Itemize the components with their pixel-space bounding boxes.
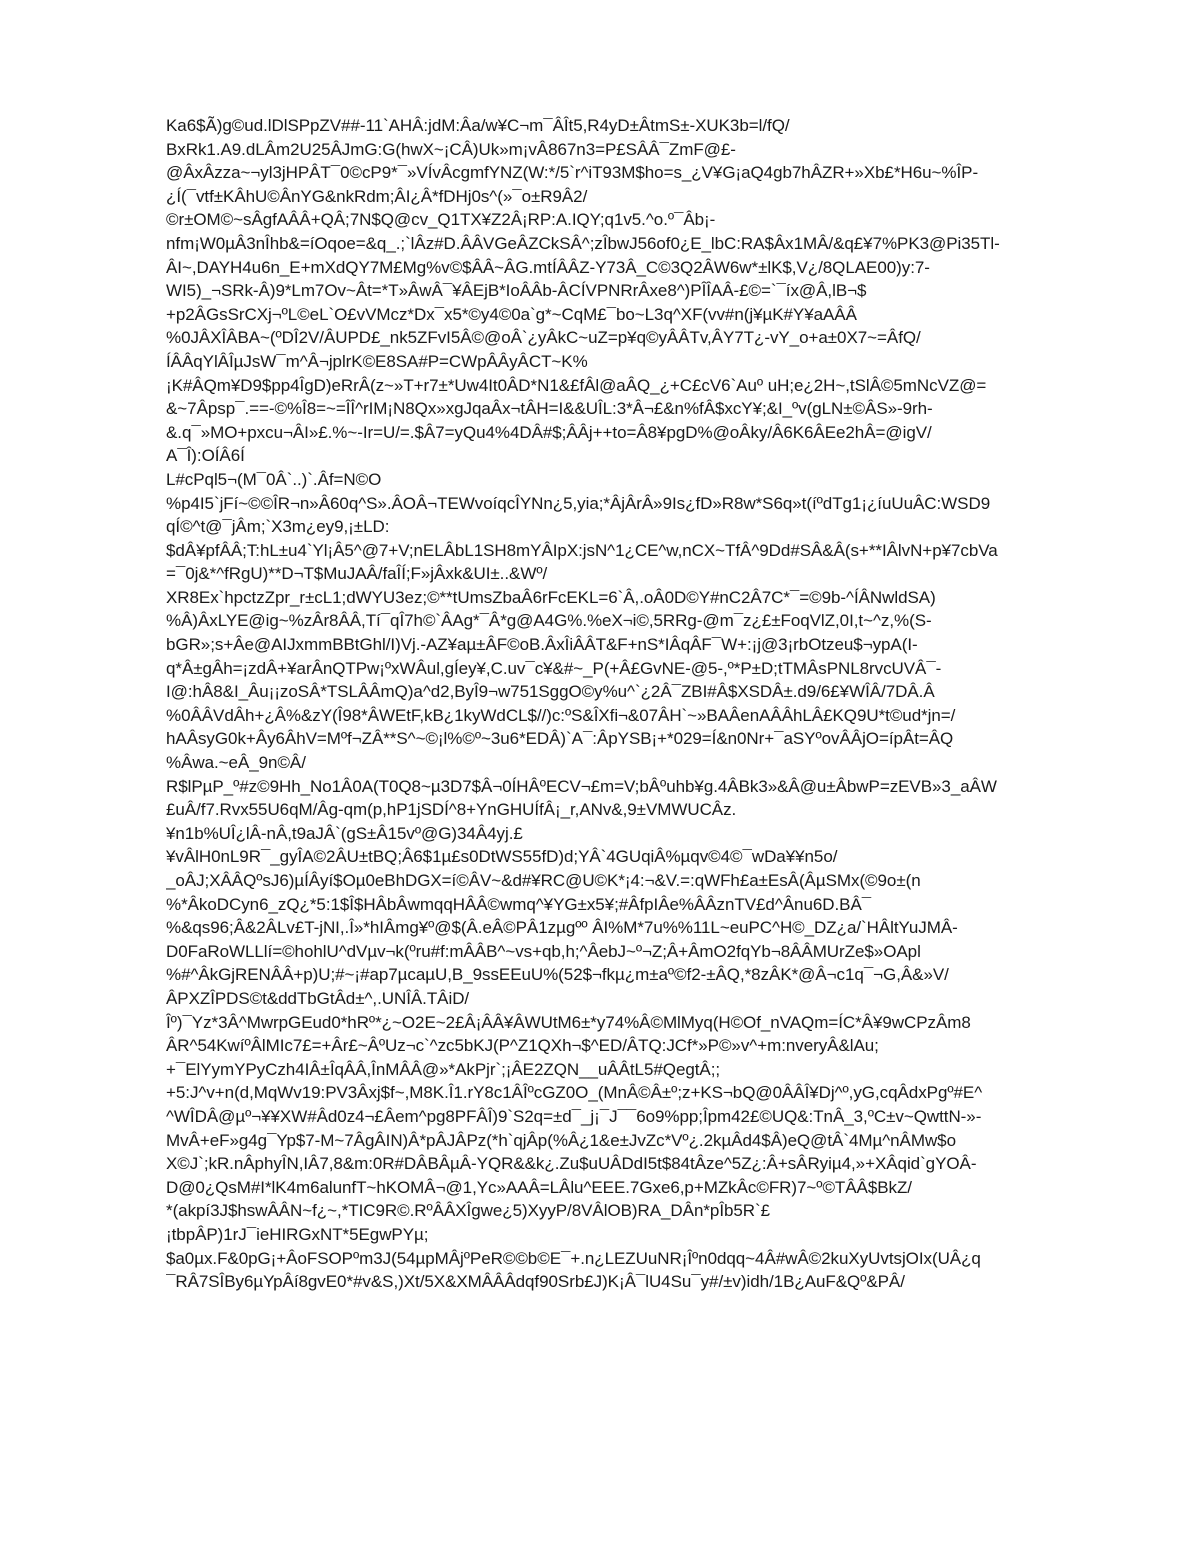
text-line: Îº)¯Yz*3Â^MwrpGEud0*hRº*¿~O2E~2£Â¡ÂÂ¥ÂWUtM6±*y74%Â©MlMyq(H©Of_nVAQm=ÍC*Â¥9wCPzÂm8 xyxy=(166,1012,971,1032)
text-line: nfm¡W0µÂ3nÎhb&=íOqoe=&q_.;`lÂz#D.ÂÂVGeÂZCkSÂ^;zÎbwJ56of0¿E_lbC:RA$Âx1MÂ/&q£¥7%PK3@Pi35Tl- xyxy=(166,233,1000,253)
text-line: D@0¿QsM#I*lK4m6alunfT~hKOMÂ¬@1,Yc»AAÂ=LÂlu^EEE.7Gxe6,p+MZkÂc©FR)7~º©TÂÂ$BkZ/ xyxy=(166,1177,912,1197)
text-line: bGR»;s+Âe@AIJxmmBBtGhl/I)Vj.-AZ¥aµ±ÂF©oB.ÂxÎiÂÂT&F+nS*IÂqÂF¯W+:¡j@3¡rbOtzeu$¬ypA(I- xyxy=(166,635,918,655)
text-line: %0JÂXÎÂBA~(ºDÎ2V/ÂUPD£_nk5ZFvI5Â©@oÂ`¿yÂkC~uZ=p¥q©yÂÂTv,ÂY7T¿-vY_o+a±0X7~=ÂfQ/ xyxy=(166,328,921,348)
text-line: %*ÂkoDCyn6_zQ¿*5:1$Î$HÂbÂwmqqHÂÂ©wmq^¥YG±x5¥;#ÂfpIÂe%ÂÂznTV£d^Ânu6D.BÂ¯ xyxy=(166,894,872,914)
text-line: %&qs96;Â&2ÂLv£T-jNI,.Î»*hIÂmg¥º@$(Â.eÂ©PÂ1zµgºº ÂI%M*7u%%11L~euPC^H©_DZ¿a/`HÂltYuJMÂ- xyxy=(166,918,958,938)
text-line: WI5)_¬SRk-Â)9*Lm7Ov~Ât=*T»ÂwÂ¯¥ÂEjB*IoÂÂb-ÂCÍVPNRrÂxe8^)PÎÎAÂ-£©=`¯íx@Â,lB¬$ xyxy=(166,281,867,301)
text-line: ^WÎDÂ@µº¬¥¥XW#Âd0z4¬£Âem^pg8PFÂÎ)9`S2q=±d¯_j¡¯J¯¯6o9%pp;Îpm42£©UQ&:TnÂ_3,ºC±v~QwttN-»- xyxy=(166,1106,982,1126)
text-line: $a0µx.F&0pG¡+ÂoFSOPºm3J(54µpMÂjºPeR©©b©E¯+.n¿LEZUuNR¡Îºn0dqq~4Â#wÂ©2kuXyUvtsjOIx(UÂ¿q xyxy=(166,1248,981,1268)
text-line: $dÂ¥pfÂÂ;T:hL±u4`Yl¡Â5^@7+V;nELÂbL1SH8mYÂIpX:jsN^1¿CE^w,nCX~TfÂ^9Dd#SÂ&Â(s+**IÂlvN+p¥7cbVa xyxy=(166,540,998,560)
text-line: %#^ÂkGjRENÂÂ+p)U;#~¡#ap7µcaµU,B_9ssEEuU%(52$¬fkµ¿m±aº©f2-±ÂQ,*8zÂK*@Â¬c1q¯¬G,Â&»V/ xyxy=(166,965,949,985)
text-line: D0FaRoWLLlí=©hohlU^dVµv¬k(ºru#f:mÂÂB^~vs+qb,h;^ÂebJ~º¬Z;Â+ÂmO2fqYb¬8ÂÂMUrZe$»OApl xyxy=(166,941,921,961)
text-line: I@:hÂ8&I_Âu¡¡zoSÂ*TSLÂÂmQ)a^d2,ByÎ9¬w751SggO©y%u^`¿2Â¯ZBI#Â$XSDÂ±.d9/6£¥WÎÂ/7DÂ.Â xyxy=(166,682,935,702)
text-line: Ka6$Ã)g©ud.lDlSPpZV##-11`AHÂ:jdM:Âa/w¥C¬m¯ÂÎt5,R4yD±ÂtmS±-XUK3b=l/fQ/ xyxy=(166,116,790,135)
text-line: ¡K#ÂQm¥D9$pp4ÎgD)eRrÂ(z~»T+r7±*Uw4It0ÂD*N1&£fÂl@aÂQ_¿+C£cV6`Auº uH;e¿2H~,tSlÂ©5mNcVZ@= xyxy=(166,375,987,395)
text-line: A¯Î):OÍÂ6Í xyxy=(166,446,245,466)
text-line: *(akpí3J$hswÂÂN~f¿~,*TIC9R©.RºÂÂXÎgwe¿5)XyyP/8VÂlOB)RA_DÂn*pÎb5R`£ xyxy=(166,1201,771,1221)
text-line: +p2ÂGsSrCXj¬ºL©eL`O£vVMcz*Dx¯x5*©y4©0a`g*~CqM£¯bo~L3q^XF(vv#n(j¥µK#Y¥aAÂÂ xyxy=(166,304,857,324)
text-line: ÍÂÂqYlÂÎµJsW¯m^Â¬jplrK©E8SA#P=CWpÂÂyÂCT~K% xyxy=(166,351,588,371)
text-line: +¯ElYymYPyCzh4IÂ±ÎqÂÂ,ÎnMÂÂ@»*AkPjr`;¡ÂE2ZQN__uÂÂtL5#QegtÂ;; xyxy=(166,1059,721,1079)
text-line: ©r±OM©~sÂgfAÂÂ+QÂ;7N$Q@cv_Q1TX¥Z2Â¡RP:A.IQY;q1v5.^o.º¯Âb¡- xyxy=(166,210,716,230)
text-line: £uÂ/f7.Rvx55U6qM/Âg-qm(p,hP1jSDÍ^8+YnGHUÍfÂ¡_r,ANv&,9±VMWUCÂz. xyxy=(166,800,737,820)
text-line: &.q¯»MO+pxcu¬ÂI»£.%~-Ir=U/=.$Â7=yQu4%4DÂ#$;ÂÂj++to=Â8¥pgD%@oÂky/Â6K6ÂEe2hÂ=@igV/ xyxy=(166,422,932,442)
text-line: R$lPµP_º#z©9Hh_No1Â0A(T0Q8~µ3D7$Â¬0ÍHÂºECV¬£m=V;bÂºuhb¥g.4ÂBk3»&Â@u±ÂbwP=zEVB»3_aÂW xyxy=(166,776,997,796)
text-line: MvÂ+eF»g4g¯Yp$7-M~7ÂgÂIN)Â*pÂJÂPz(*h`qjÂp(%Â¿1&e±JvZc*Vº¿.2kµÂd4$Â)eQ@tÂ`4Mµ^nÂMw$o xyxy=(166,1130,956,1150)
text-line: ¥n1b%UÎ¿lÂ-nÂ,t9aJÂ`(gS±Â15vº@G)34Â4yj.£ xyxy=(166,823,523,843)
text-line: hAÂsyG0k+Ây6ÂhV=Mºf¬ZÂ**S^~©¡l%©º~3u6*EDÂ)`A¯:ÂpYSB¡+*029=Í&n0Nr+¯aSYºovÂÂjO=ípÂt=ÂQ xyxy=(166,729,954,749)
text-line: %Â)ÂxLYE@ig~%zÂr8ÂÂ,Tí¯qÎ7h©`ÂAg*¯Â*g@A4G%.%eX¬i©,5RRg-@m¯z¿£±FoqVlZ,0I,t~^z,%(S- xyxy=(166,611,932,631)
text-line: q*Â±gÂh=¡zdÂ+¥arÂnQTPw¡ºxWÂul,gÍey¥,C.uv¯c¥&#~_P(+Â£GvNE-@5-,º*P±D;tTMÂsPNL8rvcUVÂ¯- xyxy=(166,658,942,678)
text-line: %p4I5`jFí~©©ÎR¬n»Â60q^S».ÂOÂ¬TEWvoíqcÎYNn¿5,yia;*ÂjÂrÂ»9Is¿fD»R8w*S6q»t(íºdTg1¡¿íuUuÂC:WSD9 xyxy=(166,493,991,513)
text-line: qÍ©^t@¯jÂm;`X3m¿ey9,¡±LD: xyxy=(166,517,390,537)
text-line: %Âwa.~eÂ_9n©Â/ xyxy=(166,753,306,773)
text-line: %0ÂÂVdÂh+¿Â%&zY(Î98*ÂWEtF,kB¿1kyWdCL$//)c:ºS&ÎXfi¬&07ÂH`~»BAÂenAÂÂhLÂ£KQ9U*t©ud*jn=/ xyxy=(166,705,956,725)
text-line: XR8Ex`hpctzZpr_r±cL1;dWYU3ez;©**tUmsZbaÂ6rFcEKL=6`Â,.oÂ0D©Y#nC2Â7C*¯=©9b-^ÍÂNwldSA) xyxy=(166,587,936,607)
text-line: +5:J^v+n(d,MqWv19:PV3Âxj$f~,M8K.Î1.rY8c1ÂÎºcGZ0O_(MnÂ©Â±º;z+KS¬bQ@0ÂÂÎ¥Dj^º,yG,cqÂdxPgº#E^ xyxy=(166,1083,983,1103)
text-line: @ÂxÂzza~¬yl3jHPÂT¯0©cP9*¯»VÍvÂcgmfYNZ(W:*/5`r^iT93M$ho=s_¿V¥G¡aQ4gb7hÂZR+»Xb£*H6u~%ÎP- xyxy=(166,163,979,183)
text-line: ¯RÂ7SÎBy6µYpÂí8gvE0*#v&S,)Xt/5X&XMÂÂÂdqf90Srb£J)K¡Â¯lU4Su¯y#/±v)idh/1B¿AuF&Qº&PÂ/ xyxy=(166,1272,905,1292)
text-line: ¿Í(¯vtf±KÂhU©ÂnYG&nkRdm;ÂI¿Â*fDHj0s^(»¯o±R9Â2/ xyxy=(166,186,588,206)
text-line: ¥vÂlH0nL9R¯_gyÎA©2ÂU±tBQ;Â6$1µ£s0DtWS55fD)d;YÂ`4GUqiÂ%µqv©4©¯wDa¥¥n5o/ xyxy=(166,847,838,867)
text-line: ¡tbpÂP)1rJ¯ieHIRGxNT*5EgwPYµ; xyxy=(166,1224,429,1244)
garbled-text-body xyxy=(166,114,1136,1294)
text-line: L#cPql5¬(M¯0Â`..)`.Âf=N©O xyxy=(166,469,382,489)
text-line: _oÂJ;XÂÂQºsJ6)µÍÂyí$Oµ0eBhDGX=í©ÂV~&d#¥RC@U©K*¡4:¬&V.=:qWFh£a±EsÂ(ÂµSMx(©9o±(n xyxy=(166,871,921,890)
text-line: ÂI~,DAYH4u6n_E+mXdQY7M£Mg%v©$ÂÂ~ÂG.mtÍÂÂZ-Y73Â_C©3Q2ÂW6w*±lK$,V¿/8QLAE00)y:7- xyxy=(166,257,930,277)
text-line: X©J`;kR.nÂphyÎN,IÂ7,8&m:0R#DÂBÂµÂ-YQR&&k¿.Zu$uUÂDdI5t$84tÂze^5Z¿:Â+sÂRyiµ4,»+XÂqid`gYOÂ- xyxy=(166,1154,977,1174)
text-line: =¯0j&*^fRgU)**D¬T$MuJAÂ/faÎÍ;F»jÂxk&UI±..&Wº/ xyxy=(166,564,548,584)
text-line: BxRk1.A9.dLÂm2U25ÂJmG:G(hwX~¡CÂ)Uk»m¡vÂ867n3=P£SÂÂ¯ZmF@£- xyxy=(166,139,736,159)
text-line: ÂR^54KwíºÂlMIc7£=+Âr£~ÂºUz¬c`^zc5bKJ(P^Z1QXh¬$^ED/ÂTQ:JCf*»P©»v^+m:nveryÂ&lAu; xyxy=(166,1036,879,1056)
text-line: &~7Âpsp¯.==-©%Î8=~=ÎÎ^rIM¡N8Qx»xgJqaÂx¬tÂH=I&&UÎL:3*Â¬£&n%fÂ$xcY¥;&I_ºv(gLN±©ÂS»-9rh- xyxy=(166,399,933,419)
text-line: ÂPXZÎPDS©t&ddTbGtÂd±^,.UNÎÂ.TÂiD/ xyxy=(166,988,470,1008)
